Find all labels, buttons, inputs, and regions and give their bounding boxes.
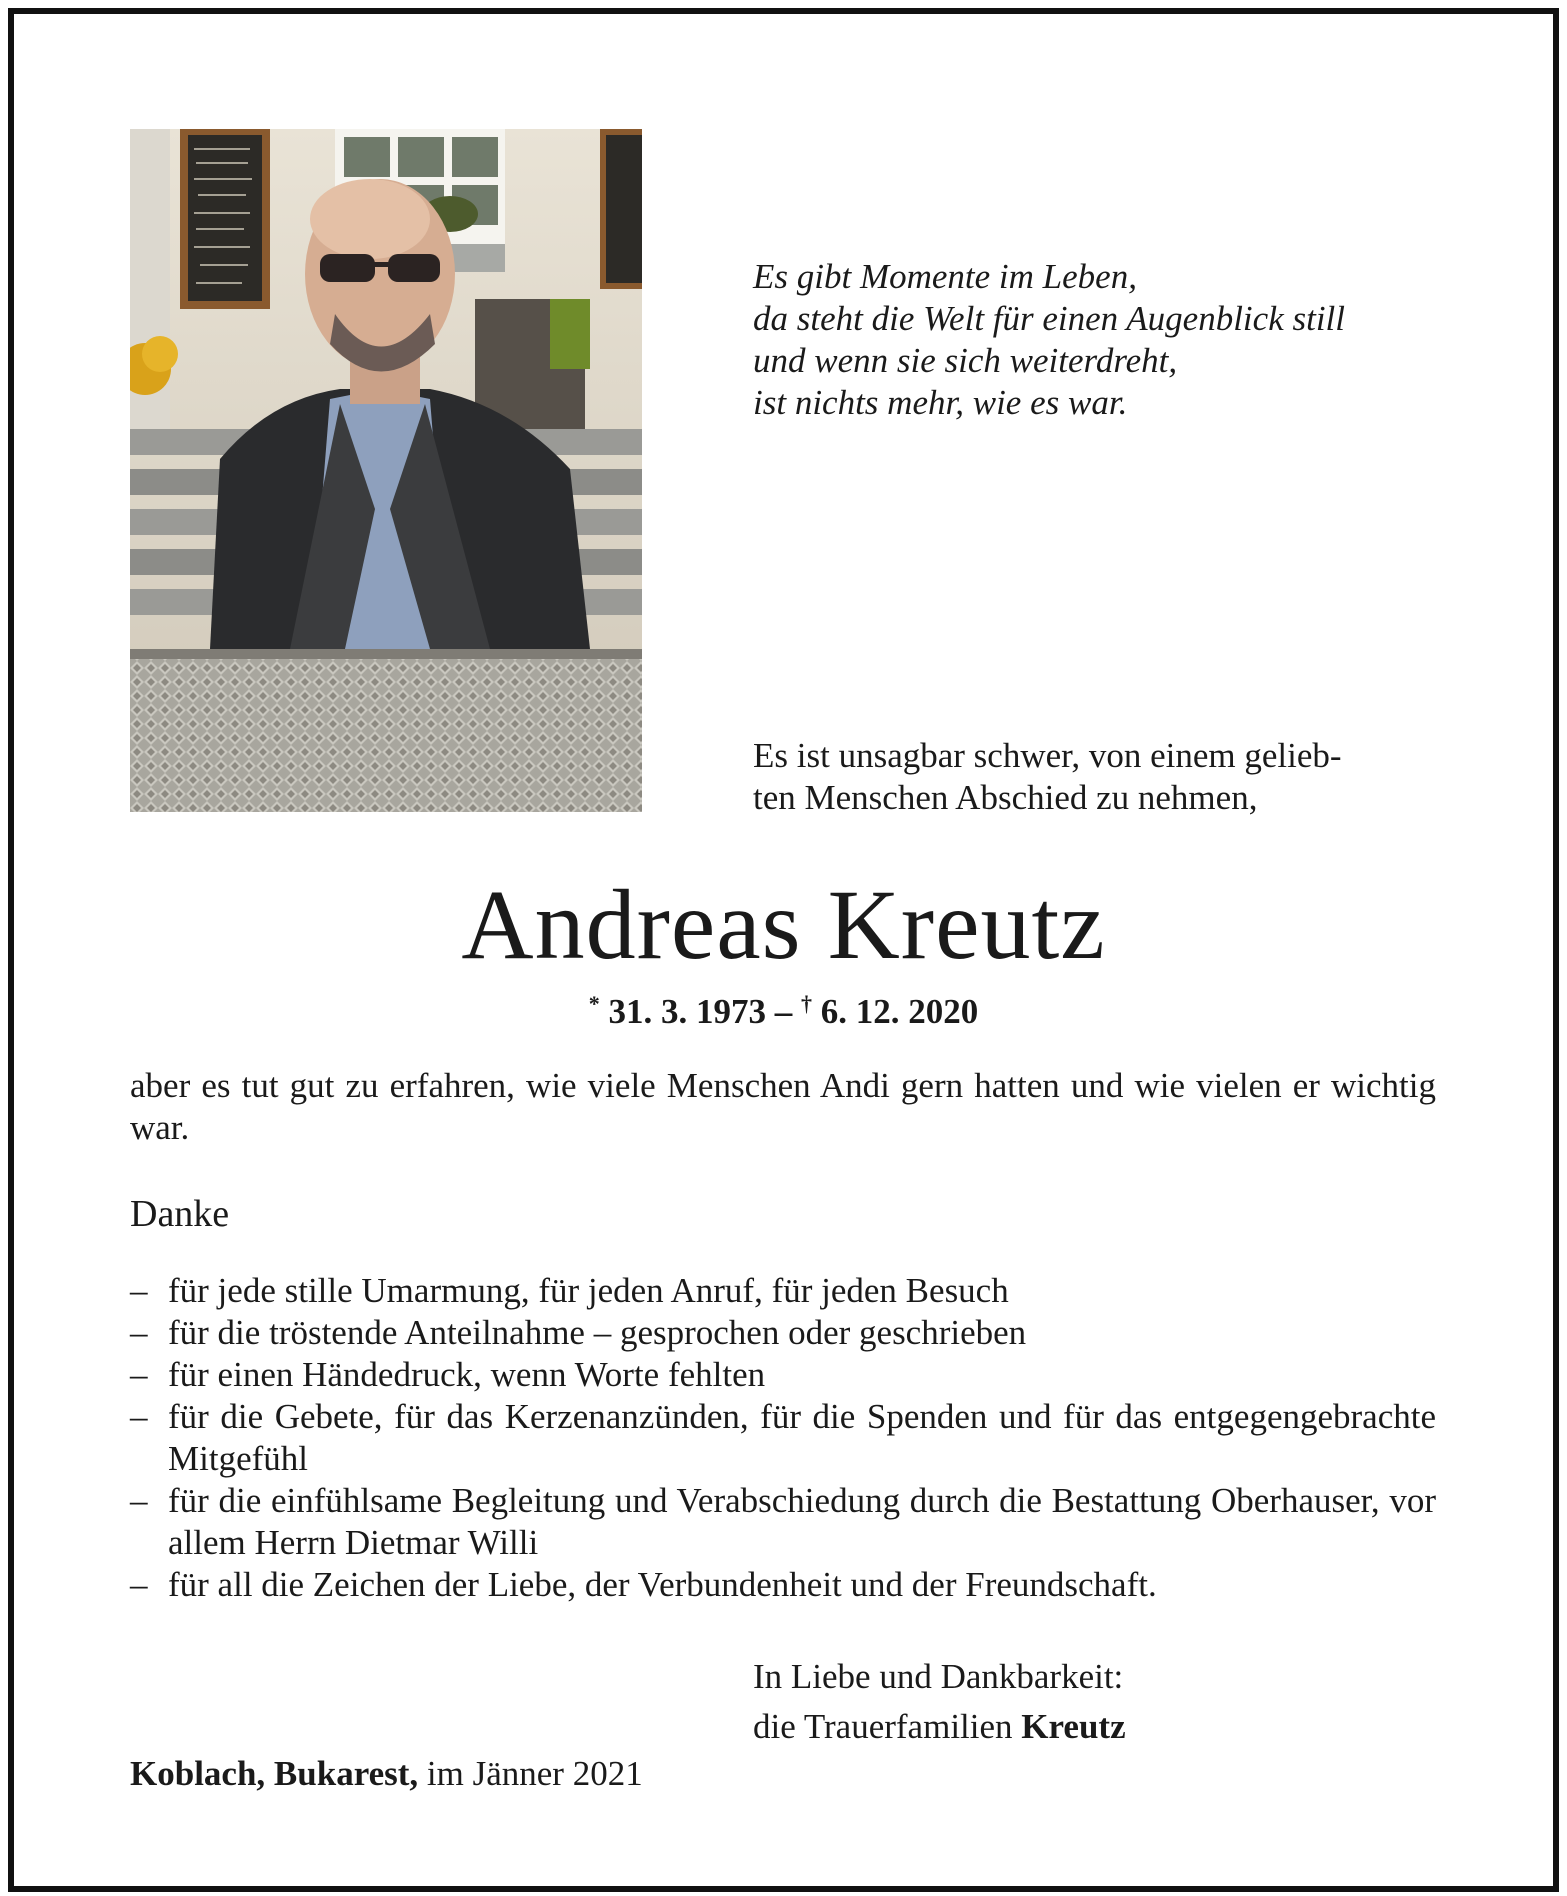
list-item: – für die einfühlsame Begleitung und Verabschiedung durch die Bestattung Oberhauser, vor allem Herrn Dietmar Willi <box>130 1481 1436 1562</box>
poem-line: und wenn sie sich weiterdreht, <box>753 341 1178 380</box>
list-item: – für die Gebete, für das Kerzenanzünden, für die Spenden und für das entgegengebrachte Mitgefühl <box>130 1397 1436 1478</box>
poem-line: ist nichts mehr, wie es war. <box>753 383 1128 422</box>
message-text: aber es tut gut zu erfahren, wie viele Menschen Andi gern hatten und wie vielen er wichtig war. <box>130 1066 1436 1147</box>
death-date: 6. 12. 2020 <box>812 992 979 1031</box>
birth-star-icon: * <box>588 991 600 1016</box>
portrait-photo <box>130 129 642 812</box>
poem-line: Es gibt Momente im Leben, <box>753 257 1137 296</box>
place-date <box>130 1753 643 1795</box>
thanks-heading: Danke <box>130 1193 230 1235</box>
list-item: – für jede stille Umarmung, für jeden Anruf, für jeden Besuch <box>130 1271 1009 1310</box>
locations: Koblach, Bukarest, <box>130 1754 419 1793</box>
intro-line: ten Menschen Abschied zu nehmen, <box>753 778 1258 817</box>
date: im Jänner 2021 <box>418 1754 643 1793</box>
family-name: Kreutz <box>1021 1707 1126 1746</box>
portrait-illustration <box>130 129 642 812</box>
signature-line: In Liebe und Dankbarkeit: <box>753 1657 1124 1696</box>
poem <box>753 256 1493 424</box>
list-item: – für die tröstende Anteilnahme – gesprochen oder geschrieben <box>130 1313 1027 1352</box>
signature <box>753 1652 1126 1752</box>
dash-icon: – <box>130 1271 148 1310</box>
signature-line: die Trauerfamilien Kreutz <box>753 1707 1126 1746</box>
thanks-list <box>130 1270 1436 1606</box>
dash-icon: – <box>130 1565 148 1604</box>
intro-line: Es ist unsagbar schwer, von einem gelieb- <box>753 736 1342 775</box>
list-item: – für all die Zeichen der Liebe, der Verbundenheit und der Freundschaft. <box>130 1565 1157 1604</box>
dash-icon: – <box>130 1355 148 1394</box>
death-cross-icon: † <box>801 991 812 1016</box>
life-dates <box>0 983 1567 1033</box>
birth-date: 31. 3. 1973 – <box>599 992 801 1031</box>
dash-icon: – <box>130 1481 148 1520</box>
poem-line: da steht die Welt für einen Augenblick still <box>753 299 1345 338</box>
dash-icon: – <box>130 1313 148 1352</box>
dash-icon: – <box>130 1397 148 1436</box>
intro-text <box>753 735 1453 819</box>
list-item: – für einen Händedruck, wenn Worte fehlten <box>130 1355 766 1394</box>
deceased-name: Andreas Kreutz <box>461 869 1106 980</box>
